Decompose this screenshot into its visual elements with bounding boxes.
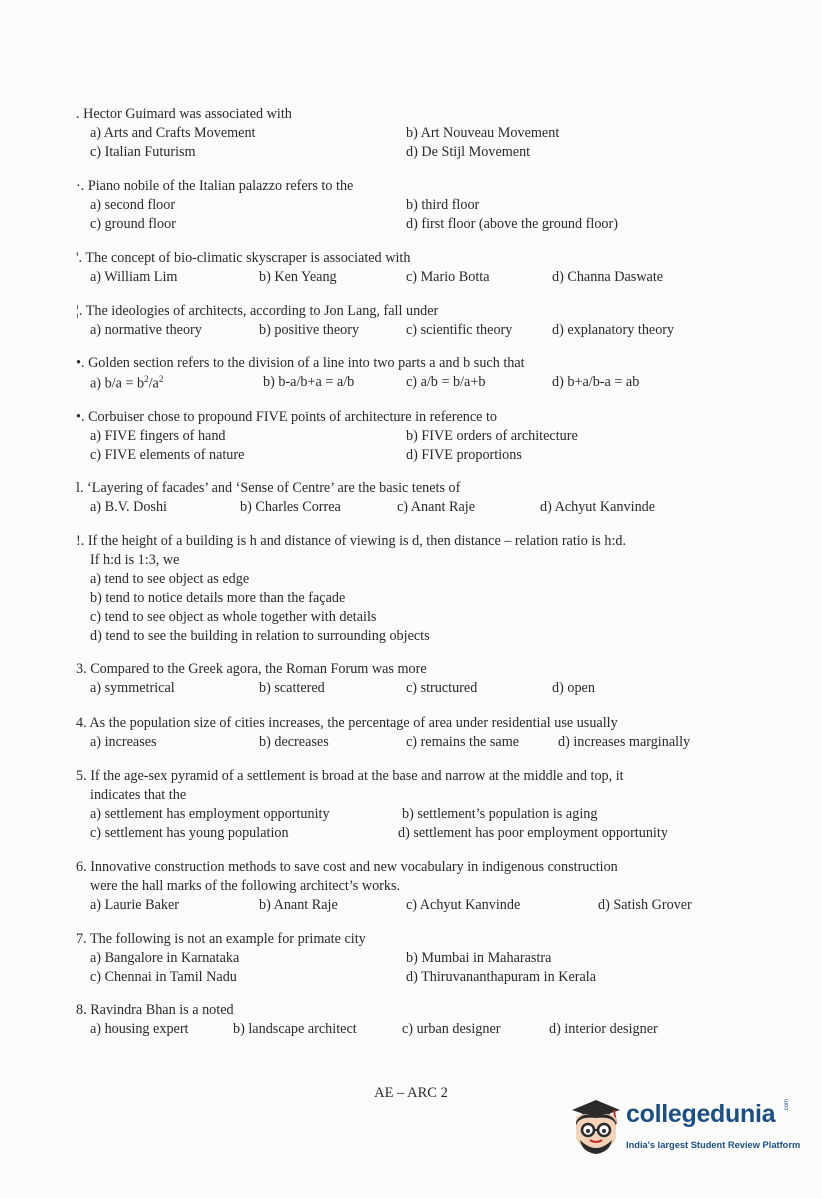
option-d: d) tend to see the building in relation to surrounding objects <box>90 628 430 644</box>
question-stem: •. Golden section refers to the division of a line into two parts a and b such that <box>76 355 525 371</box>
option-c: c) Mario Botta <box>406 269 490 285</box>
question-stem-continued: indicates that the <box>90 787 187 803</box>
option-a: a) housing expert <box>90 1021 189 1037</box>
option-b: b) decreases <box>259 734 329 750</box>
option-b: b) Charles Correa <box>240 499 341 515</box>
question-stem: '. The concept of bio-climatic skyscraper is associated with <box>76 250 411 266</box>
option-a: a) tend to see object as edge <box>90 571 250 587</box>
option-c: c) settlement has young population <box>90 825 289 841</box>
option-b: b) scattered <box>259 680 325 696</box>
option-c: c) Anant Raje <box>397 499 476 515</box>
question-stem-continued: were the hall marks of the following architect’s works. <box>90 878 401 894</box>
option-b: b) Art Nouveau Movement <box>406 125 560 141</box>
option-c: c) FIVE elements of nature <box>90 447 245 463</box>
option-b: b) Anant Raje <box>259 897 338 913</box>
option-b: b) landscape architect <box>233 1021 357 1037</box>
option-c: c) tend to see object as whole together with details <box>90 609 377 625</box>
question-stem: 3. Compared to the Greek agora, the Roman Forum was more <box>76 661 427 677</box>
option-b: b) settlement’s population is aging <box>402 806 598 822</box>
option-c: c) ground floor <box>90 216 176 232</box>
option-a: a) $b/a = b^2/a^2$ <box>90 374 164 392</box>
question-stem: 7. The following is not an example for primate city <box>76 931 366 947</box>
question-stem: 6. Innovative construction methods to save cost and new vocabulary in indigenous construction <box>76 859 618 875</box>
option-d: d) Achyut Kanvinde <box>540 499 656 515</box>
option-d: d) Satish Grover <box>598 897 692 913</box>
question-stem: 8. Ravindra Bhan is a noted <box>76 1002 234 1018</box>
option-b: b) Ken Yeang <box>259 269 337 285</box>
question-stem-continued: If h:d is 1:3, we <box>90 552 180 568</box>
question-stem: ·. Piano nobile of the Italian palazzo refers to the <box>76 178 354 194</box>
option-b: b) third floor <box>406 197 480 213</box>
option-a: a) increases <box>90 734 157 750</box>
option-d: d) Thiruvananthapuram in Kerala <box>406 969 597 985</box>
option-c: c) remains the same <box>406 734 520 750</box>
option-a: a) FIVE fingers of hand <box>90 428 226 444</box>
collegedunia-logo[interactable] <box>566 1096 801 1160</box>
option-a: a) B.V. Doshi <box>90 499 167 515</box>
option-b: b) Mumbai in Maharastra <box>406 950 552 966</box>
logo-tagline: India's largest Student Review Platform <box>626 1140 801 1150</box>
option-d: d) interior designer <box>549 1021 658 1037</box>
option-d: d) FIVE proportions <box>406 447 522 463</box>
option-a: a) normative theory <box>90 322 202 338</box>
question-stem: . Hector Guimard was associated with <box>76 106 292 122</box>
question-stem: l. ‘Layering of facades’ and ‘Sense of Centre’ are the basic tenets of <box>76 480 461 496</box>
option-c: c) scientific theory <box>406 322 513 338</box>
page-footer-code: AE – ARC 2 <box>374 1085 448 1101</box>
option-d: d) explanatory theory <box>552 322 675 338</box>
question-stem: •. Corbuiser chose to propound FIVE points of architecture in reference to <box>76 409 498 425</box>
option-a: a) settlement has employment opportunity <box>90 806 330 822</box>
option-a: a) second floor <box>90 197 176 213</box>
option-c: c) urban designer <box>402 1021 501 1037</box>
option-c: c) structured <box>406 680 478 696</box>
logo-wordmark: collegedunia <box>626 1100 776 1128</box>
option-a: a) William Lim <box>90 269 178 285</box>
option-b: b) b-a/b+a = a/b <box>263 374 355 390</box>
option-b: b) FIVE orders of architecture <box>406 428 578 444</box>
option-d: d) increases marginally <box>558 734 691 750</box>
option-a: a) Laurie Baker <box>90 897 180 913</box>
logo-domain-suffix: .com <box>784 1098 790 1112</box>
question-stem: 4. As the population size of cities increases, the percentage of area under residential use usually <box>76 715 618 731</box>
mascot-icon <box>566 1096 624 1160</box>
option-c: c) Achyut Kanvinde <box>406 897 521 913</box>
option-c: c) Chennai in Tamil Nadu <box>90 969 237 985</box>
option-d: d) Channa Daswate <box>552 269 664 285</box>
option-d: d) open <box>552 680 595 696</box>
option-a: a) Bangalore in Karnataka <box>90 950 240 966</box>
question-stem: !. If the height of a building is h and distance of viewing is d, then distance – relation ratio is h:d. <box>76 533 627 549</box>
option-d: d) settlement has poor employment opportunity <box>398 825 668 841</box>
question-stem: ¦. The ideologies of architects, according to Jon Lang, fall under <box>76 303 439 319</box>
option-a: a) symmetrical <box>90 680 175 696</box>
option-c: c) a/b = b/a+b <box>406 374 486 390</box>
option-a: a) Arts and Crafts Movement <box>90 125 256 141</box>
option-b: b) tend to notice details more than the façade <box>90 590 346 606</box>
option-d: d) first floor (above the ground floor) <box>406 216 618 232</box>
option-c: c) Italian Futurism <box>90 144 196 160</box>
option-d: d) b+a/b-a = ab <box>552 374 640 390</box>
option-d: d) De Stijl Movement <box>406 144 531 160</box>
question-stem: 5. If the age-sex pyramid of a settlement is broad at the base and narrow at the middle and top, it <box>76 768 624 784</box>
option-b: b) positive theory <box>259 322 360 338</box>
